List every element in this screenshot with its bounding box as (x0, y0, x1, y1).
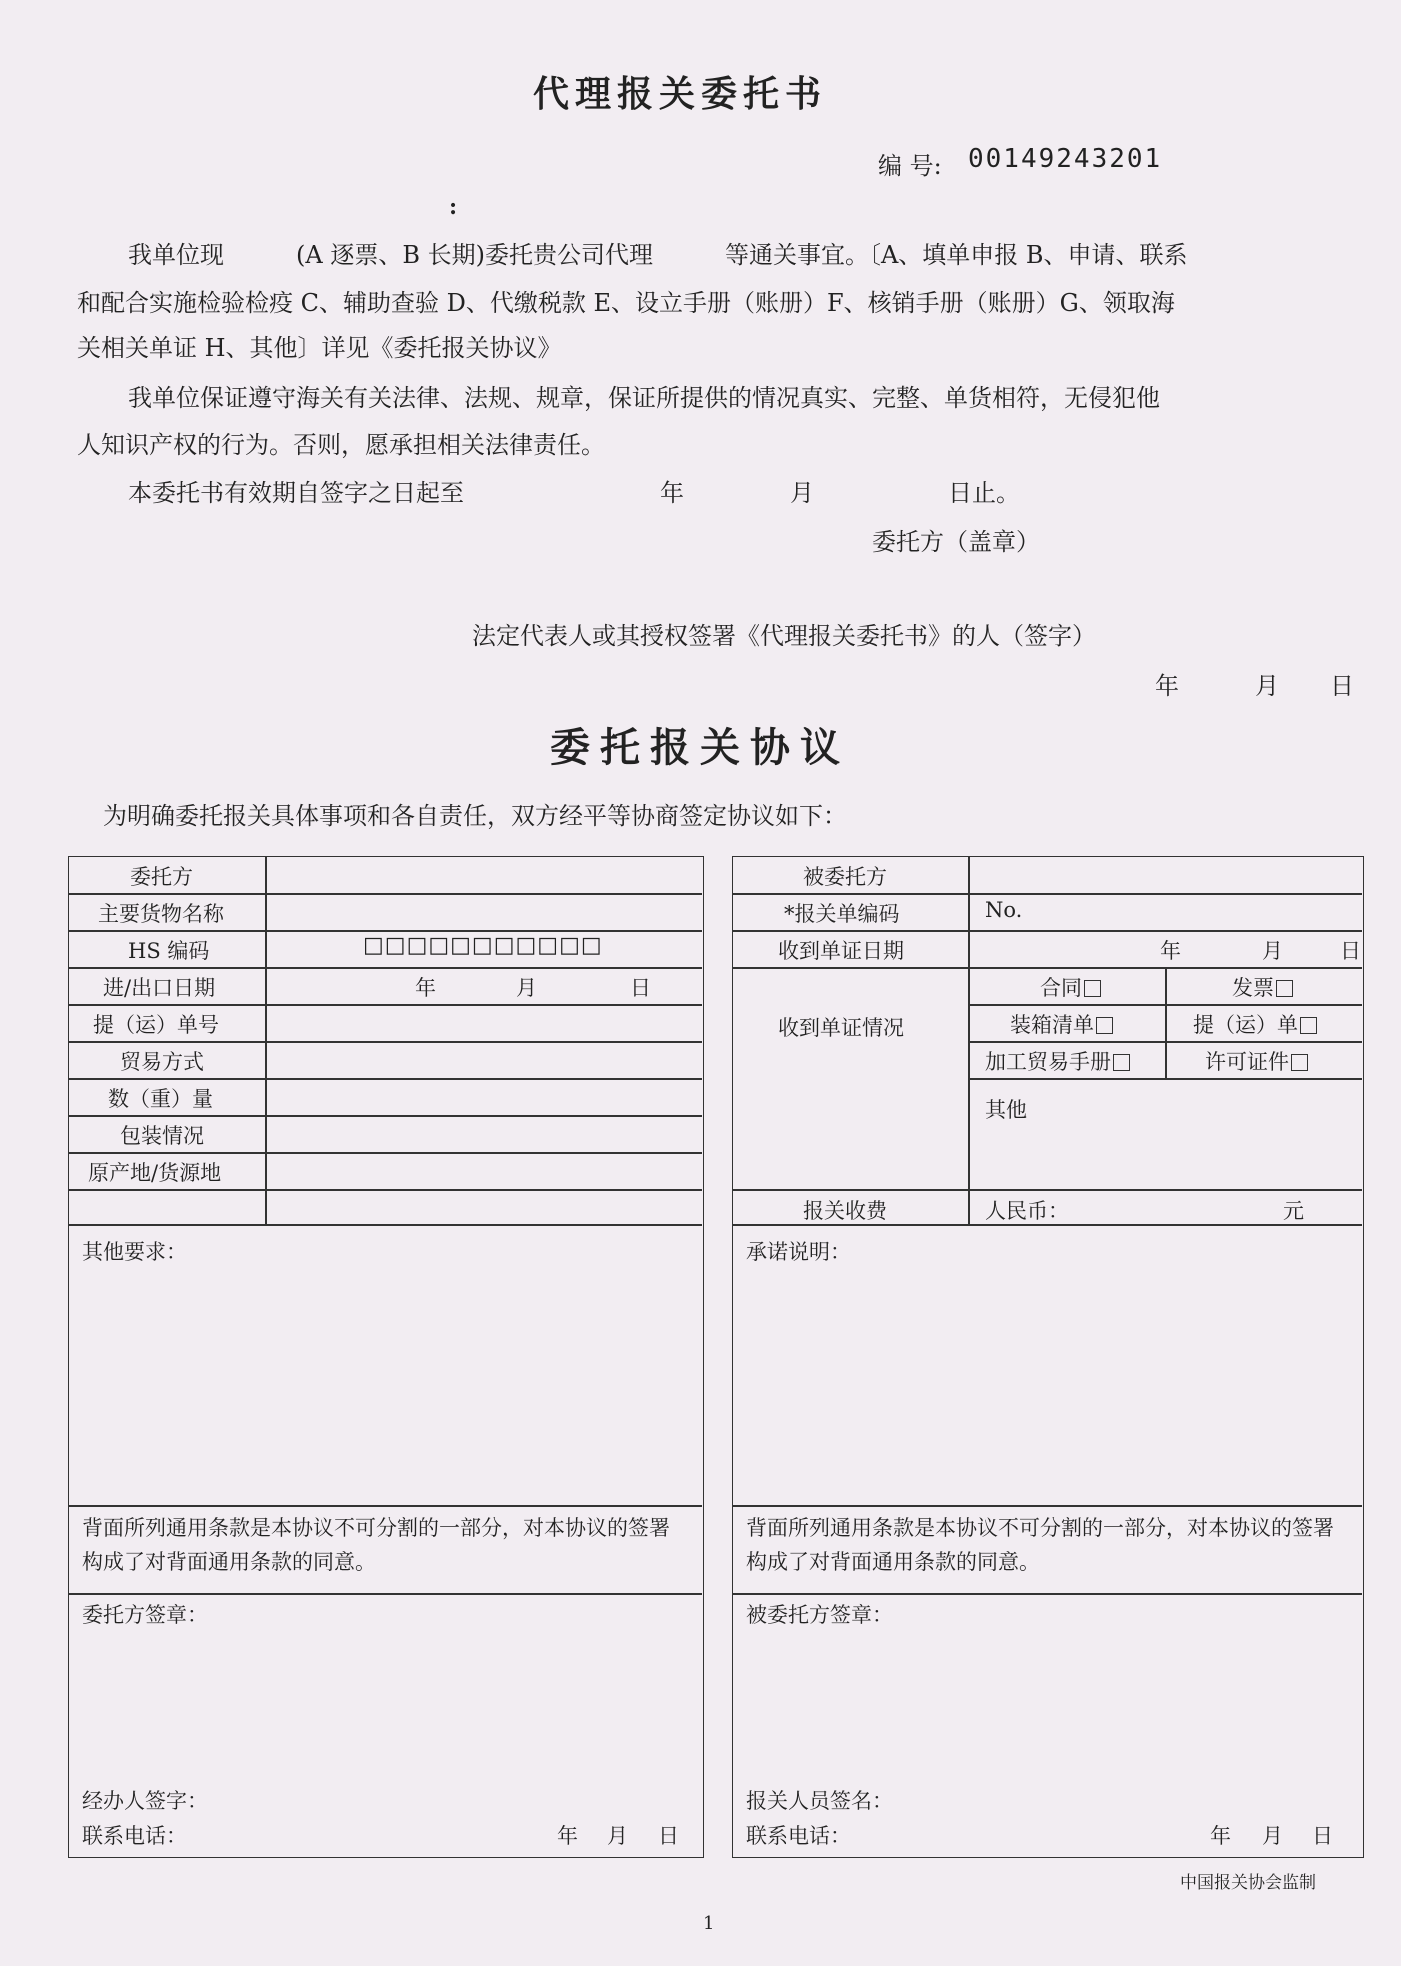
fee-rmb-label: 人民币： (985, 1199, 1069, 1223)
principal-table (68, 856, 704, 1858)
doc-license[interactable]: 许可证件 (1205, 1046, 1308, 1076)
row-principal: 委托方 (130, 865, 193, 889)
para1-line1: 我单位现 (A 逐票、B 长期)委托贵公司代理 等通关事宜。〔A、填单申报 B、申请、联系 (128, 241, 1188, 269)
validity-month: 月 (790, 479, 814, 507)
validity-year: 年 (660, 479, 684, 507)
doc-other: 其他 (985, 1098, 1027, 1122)
agreement-intro: 为明确委托报关具体事项和各自责任，双方经平等协商签定协议如下： (103, 802, 847, 830)
serial-label: 编 号: (878, 152, 942, 180)
validity-day: 日止。 (948, 479, 1020, 507)
left-general-terms: 背面所列通用条款是本协议不可分割的一部分，对本协议的签署构成了对背面通用条款的同意。 (82, 1516, 670, 1574)
document-title: 代理报关委托书 (533, 73, 828, 115)
right-general-terms: 背面所列通用条款是本协议不可分割的一部分，对本协议的签署构成了对背面通用条款的同意。 (746, 1516, 1334, 1574)
received-year: 年 (1160, 939, 1181, 963)
row-quantity: 数（重）量 (108, 1087, 213, 1111)
right-phone-label: 联系电话： (746, 1824, 851, 1848)
right-sign-year: 年 (1210, 1824, 1231, 1848)
handler-sign-label: 经办人签字： (82, 1789, 208, 1813)
row-hs-code: HS 编码 (128, 939, 210, 963)
left-sign-month: 月 (607, 1824, 628, 1848)
para2-line2: 人知识产权的行为。否则，愿承担相关法律责任。 (77, 431, 605, 459)
row-origin: 原产地/货源地 (88, 1161, 222, 1185)
doc-processing-manual[interactable]: 加工贸易手册 (985, 1046, 1130, 1076)
row-bol-number: 提（运）单号 (93, 1013, 219, 1037)
row-received-date: 收到单证日期 (778, 939, 904, 963)
ie-date-year: 年 (415, 976, 436, 1000)
ie-date-day: 日 (630, 976, 651, 1000)
serial-number: 00149243201 (968, 144, 1163, 174)
para2-line1: 我单位保证遵守海关有关法律、法规、规章，保证所提供的情况真实、完整、单货相符，无侵犯他 (128, 384, 1160, 412)
para1-line2: 和配合实施检验检疫 C、辅助查验 D、代缴税款 E、设立手册（账册）F、核销手册（账册）G、领取海 (77, 289, 1175, 317)
doc-packing-list[interactable]: 装箱清单 (1010, 1009, 1113, 1039)
left-sign-day: 日 (658, 1824, 679, 1848)
principal-seal: 委托方（盖章） (872, 528, 1040, 556)
right-sign-month: 月 (1262, 1824, 1283, 1848)
received-month: 月 (1262, 939, 1283, 963)
right-sign-day: 日 (1312, 1824, 1333, 1848)
packing-checkbox[interactable] (1096, 1017, 1113, 1034)
invoice-checkbox[interactable] (1276, 980, 1293, 997)
hs-code-boxes[interactable]: □□□□□□□□□□□ (363, 933, 603, 958)
agent-sign-label: 被委托方签章： (746, 1603, 893, 1627)
declarer-sign-label: 报关人员签名： (746, 1789, 893, 1813)
doc-bol[interactable]: 提（运）单 (1193, 1009, 1317, 1039)
sign-month: 月 (1255, 672, 1279, 700)
representative-signature: 法定代表人或其授权签署《代理报关委托书》的人（签字） (472, 622, 1096, 650)
agent-table (732, 856, 1364, 1858)
para1-line3: 关相关单证 H、其他〕详见《委托报关协议》 (77, 334, 562, 362)
agreement-title: 委托报关协议 (550, 724, 850, 771)
declaration-no-prefix: No. (985, 898, 1023, 922)
row-import-export-date: 进/出口日期 (103, 976, 216, 1000)
page-number: 1 (703, 1913, 715, 1934)
row-trade-mode: 贸易方式 (120, 1050, 204, 1074)
doc-contract[interactable]: 合同 (1040, 972, 1101, 1002)
row-received-docs: 收到单证情况 (778, 1016, 904, 1040)
row-goods-name: 主要货物名称 (98, 902, 224, 926)
other-requirements-label: 其他要求： (82, 1240, 187, 1264)
bol-checkbox[interactable] (1300, 1017, 1317, 1034)
left-sign-year: 年 (557, 1824, 578, 1848)
left-phone-label: 联系电话： (82, 1824, 187, 1848)
supervised-by: 中国报关协会监制 (1180, 1873, 1316, 1893)
addressee-colon: : (449, 194, 458, 220)
row-packaging: 包装情况 (120, 1124, 204, 1148)
ie-date-month: 月 (516, 976, 537, 1000)
principal-sign-label: 委托方签章： (82, 1603, 208, 1627)
row-agent: 被委托方 (803, 865, 887, 889)
promise-label: 承诺说明： (746, 1240, 851, 1264)
received-day: 日 (1340, 939, 1361, 963)
processing-checkbox[interactable] (1113, 1054, 1130, 1071)
row-fee: 报关收费 (803, 1199, 887, 1223)
contract-checkbox[interactable] (1084, 980, 1101, 997)
doc-invoice[interactable]: 发票 (1232, 972, 1293, 1002)
license-checkbox[interactable] (1291, 1054, 1308, 1071)
fee-yuan-label: 元 (1283, 1199, 1304, 1223)
validity-text: 本委托书有效期自签字之日起至 (128, 479, 464, 507)
sign-year: 年 (1155, 672, 1179, 700)
row-declaration-no: *报关单编码 (784, 902, 900, 926)
sign-day: 日 (1330, 672, 1354, 700)
